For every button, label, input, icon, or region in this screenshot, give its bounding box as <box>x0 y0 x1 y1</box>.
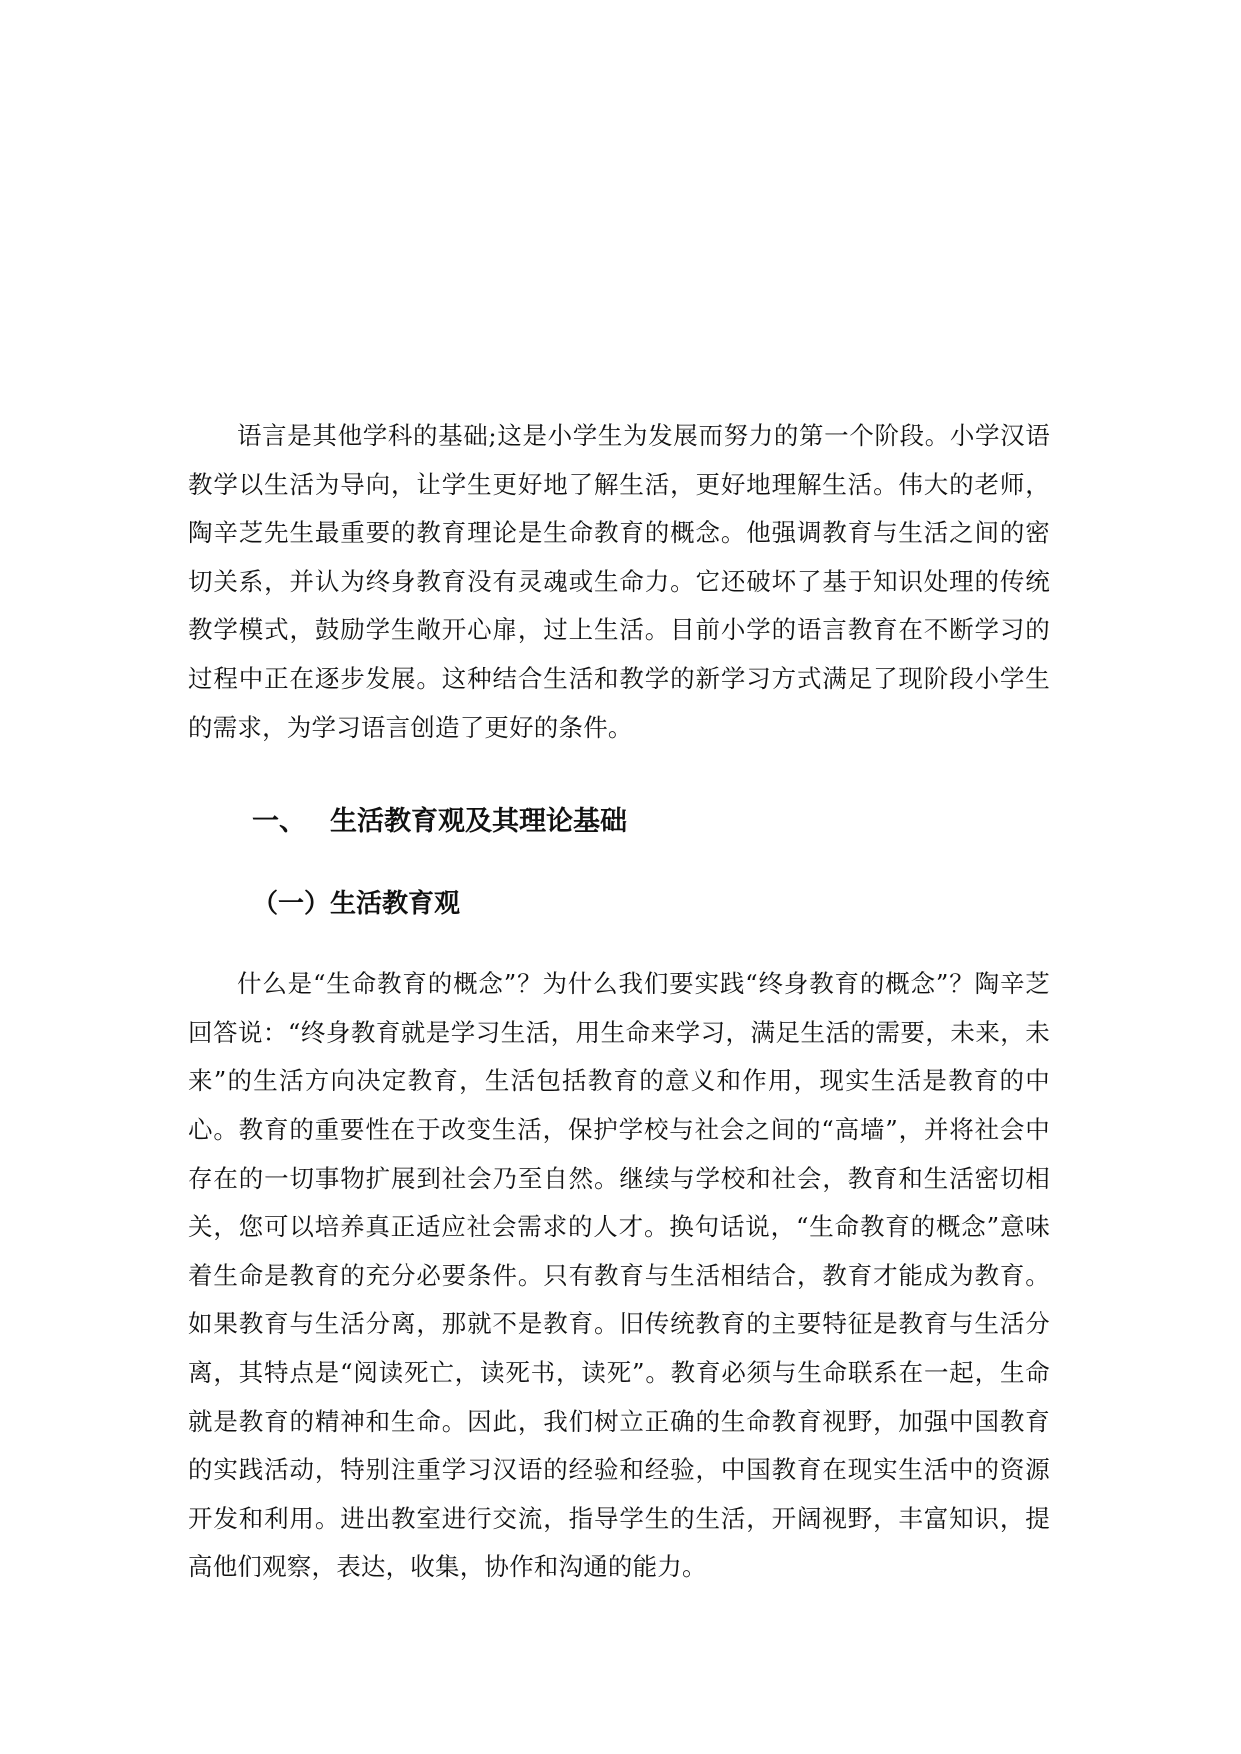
page-content <box>188 412 1050 1592</box>
body-paragraph: 什么是“生命教育的概念”？为什么我们要实践“终身教育的概念”？陶辛芝回答说：“终身教育就是学习生活，用生命来学习，满足生活的需要，未来，未来”的生活方向决定教育，生活包括教育的意义和作用，现实生活是教育的中心。教育的重要性在于改变生活，保护学校与社会之间的“高墙”，并将社会中存在的一切事物扩展到社会乃至自然。继续与学校和社会，教育和生活密切相关，您可以培养真正适应社会需求的人才。换句话说，“生命教育的概念”意味着生命是教育的充分必要条件。只有教育与生活相结合，教育才能成为教育。如果教育与生活分离，那就不是教育。旧传统教育的主要特征是教育与生活分离，其特点是“阅读死亡，读死书，读死”。教育必须与生命联系在一起，生命就是教育的精神和生命。因此，我们树立正确的生命教育视野，加强中国教育的实践活动，特别注重学习汉语的经验和经验，中国教育在现实生活中的资源开发和利用。进出教室进行交流，指导学生的生活，开阔视野，丰富知识，提高他们观察，表达，收集，协作和沟通的能力。 <box>188 969 1050 1582</box>
section-number: 一、 <box>252 806 306 838</box>
section-title: 生活教育观及其理论基础 <box>330 806 627 838</box>
intro-paragraph: 语言是其他学科的基础;这是小学生为发展而努力的第一个阶段。小学汉语教学以生活为导向，让学生更好地了解生活，更好地理解生活。伟大的老师，陶辛芝先生最重要的教育理论是生命教育的概念。他强调教育与生活之间的密切关系，并认为终身教育没有灵魂或生命力。它还破坏了基于知识处理的传统教学模式，鼓励学生敞开心扉，过上生活。目前小学的语言教育在不断学习的过程中正在逐步发展。这种结合生活和教学的新学习方式满足了现阶段小学生的需求，为学习语言创造了更好的条件。 <box>188 421 1050 742</box>
subsection-heading: （一）生活教育观 <box>252 889 461 920</box>
section-heading <box>188 802 1050 842</box>
